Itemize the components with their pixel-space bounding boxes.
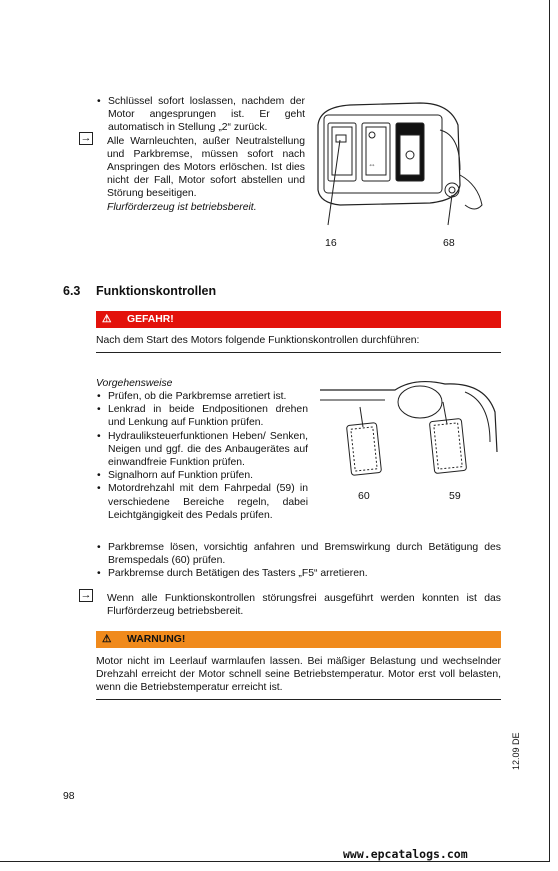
arrow-icon: → bbox=[80, 132, 92, 144]
procedure-list bbox=[96, 390, 308, 522]
intro-arrow-text: Alle Warnleuchten, außer Neutralstellung und Parkbremse, müssen sofort nach Anspringen des Motors erlöschen. Ist dies nicht der Fall, Motor sofort abstellen und Störung beseitigen. bbox=[107, 135, 305, 200]
procedure-item: • Parkbremse durch Betätigen des Tasters „F5“ arretieren. bbox=[96, 567, 501, 580]
warning-text: Motor nicht im Leerlauf warmlaufen lassen. Bei mäßiger Belastung und wechselnder Drehzahl erreicht der Motor schnell seine Betriebstemperatur. Motor erst voll belasten, wenn die Betriebstemperatur erreicht ist. bbox=[96, 656, 501, 694]
warning-bar bbox=[96, 631, 501, 648]
edition-code: 12.09 DE bbox=[511, 732, 521, 770]
warning-triangle-icon: ⚠ bbox=[102, 634, 112, 645]
procedure-item: • Lenkrad in beide Endpositionen drehen und Lenkung auf Funktion prüfen. bbox=[96, 403, 308, 429]
arrow-icon: → bbox=[80, 589, 92, 601]
warning-triangle-icon: ⚠ bbox=[102, 314, 112, 325]
svg-text:⇔: ⇔ bbox=[368, 160, 376, 169]
page-number: 98 bbox=[63, 791, 75, 802]
callout-16: 16 bbox=[325, 237, 337, 249]
result-text: Wenn alle Funktionskontrollen störungsfrei ausgeführt werden konnten ist das Flurförderzeug betriebsbereit. bbox=[107, 593, 501, 618]
callout-60: 60 bbox=[358, 490, 370, 502]
procedure-item: • Parkbremse lösen, vorsichtig anfahren und Bremswirkung durch Betätigung des Bremspedals (60) prüfen. bbox=[96, 541, 501, 567]
warning-rule bbox=[96, 699, 501, 700]
dashboard-switch-figure bbox=[310, 95, 525, 235]
section-title: Funktionskontrollen bbox=[96, 284, 217, 298]
intro-block bbox=[96, 95, 305, 214]
procedure-item: • Signalhorn auf Funktion prüfen. bbox=[96, 469, 308, 482]
procedure-item: • Hydrauliksteuerfunktionen Heben/ Senken, Neigen und ggf. die des Anbaugerätes auf einwandfreie Funktion prüfen. bbox=[96, 430, 308, 470]
procedure-item: • Prüfen, ob die Parkbremse arretiert ist. bbox=[96, 390, 308, 403]
danger-rule bbox=[96, 352, 501, 353]
watermark: www.epcatalogs.com bbox=[343, 847, 468, 861]
section-number: 6.3 bbox=[63, 284, 81, 298]
ready-note: Flurförderzeug ist betriebsbereit. bbox=[107, 201, 257, 213]
callout-59: 59 bbox=[449, 490, 461, 502]
callout-68: 68 bbox=[443, 237, 455, 249]
procedure-list-full bbox=[96, 541, 501, 581]
danger-text: Nach dem Start des Motors folgende Funktionskontrollen durchführen: bbox=[96, 335, 420, 346]
warning-label: WARNUNG! bbox=[127, 634, 186, 645]
intro-bullet: • Schlüssel sofort loslassen, nachdem der Motor angesprungen ist. Er geht automatisch in Stellung „2“ zurück. bbox=[96, 95, 305, 135]
danger-bar bbox=[96, 311, 501, 328]
procedure-heading: Vorgehensweise bbox=[96, 378, 173, 389]
danger-label: GEFAHR! bbox=[127, 314, 174, 325]
pedals-figure bbox=[315, 372, 505, 487]
procedure-item: • Motordrehzahl mit dem Fahrpedal (59) in verschiedene Bereiche regeln, dabei Leichtgängigkeit des Pedals prüfen. bbox=[96, 482, 308, 522]
